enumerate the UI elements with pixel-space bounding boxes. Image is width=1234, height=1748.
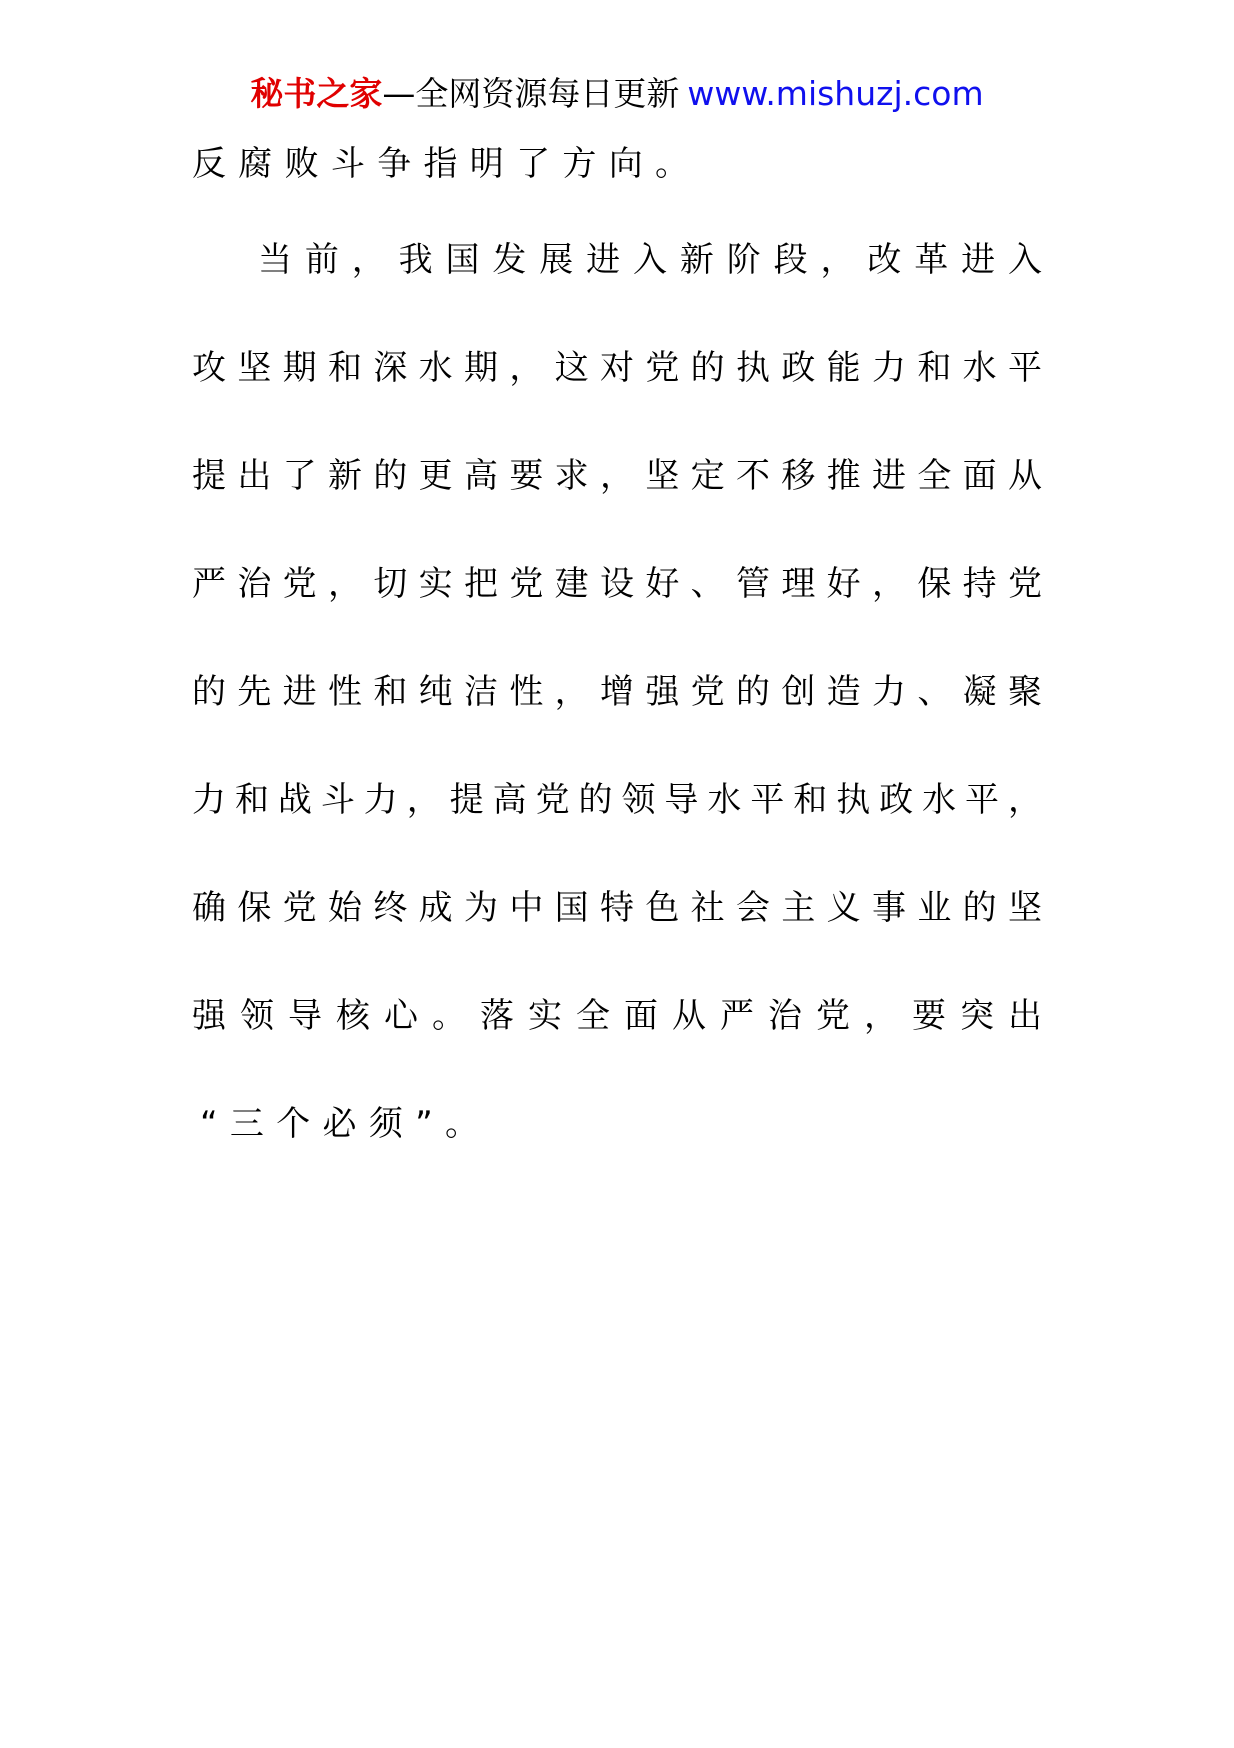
- site-url-link[interactable]: www.mishuzj.com: [687, 74, 984, 113]
- text-line-2: 当前，我国发展进入新阶段，改革进入: [258, 240, 1042, 280]
- text-line-5: 严治党，切实把党建设好、管理好，保持党: [192, 564, 1042, 604]
- text-line-7: 力和战斗力，提高党的领导水平和执政水平，: [192, 780, 1042, 820]
- page-header: [0, 72, 1234, 116]
- brand-name: 秘书之家: [250, 74, 383, 113]
- text-line-1: 反腐败斗争指明了方向。: [192, 144, 702, 184]
- text-line-9: 强领导核心。落实全面从严治党，要突出: [192, 996, 1042, 1036]
- text-line-3: 攻坚期和深水期，这对党的执政能力和水平: [192, 348, 1042, 388]
- text-line-10: “三个必须”。: [200, 1104, 492, 1144]
- text-line-6: 的先进性和纯洁性，增强党的创造力、凝聚: [192, 672, 1042, 712]
- text-line-4: 提出了新的更高要求，坚定不移推进全面从: [192, 456, 1042, 496]
- text-line-8: 确保党始终成为中国特色社会主义事业的坚: [192, 888, 1042, 928]
- header-tagline: —全网资源每日更新: [382, 74, 680, 113]
